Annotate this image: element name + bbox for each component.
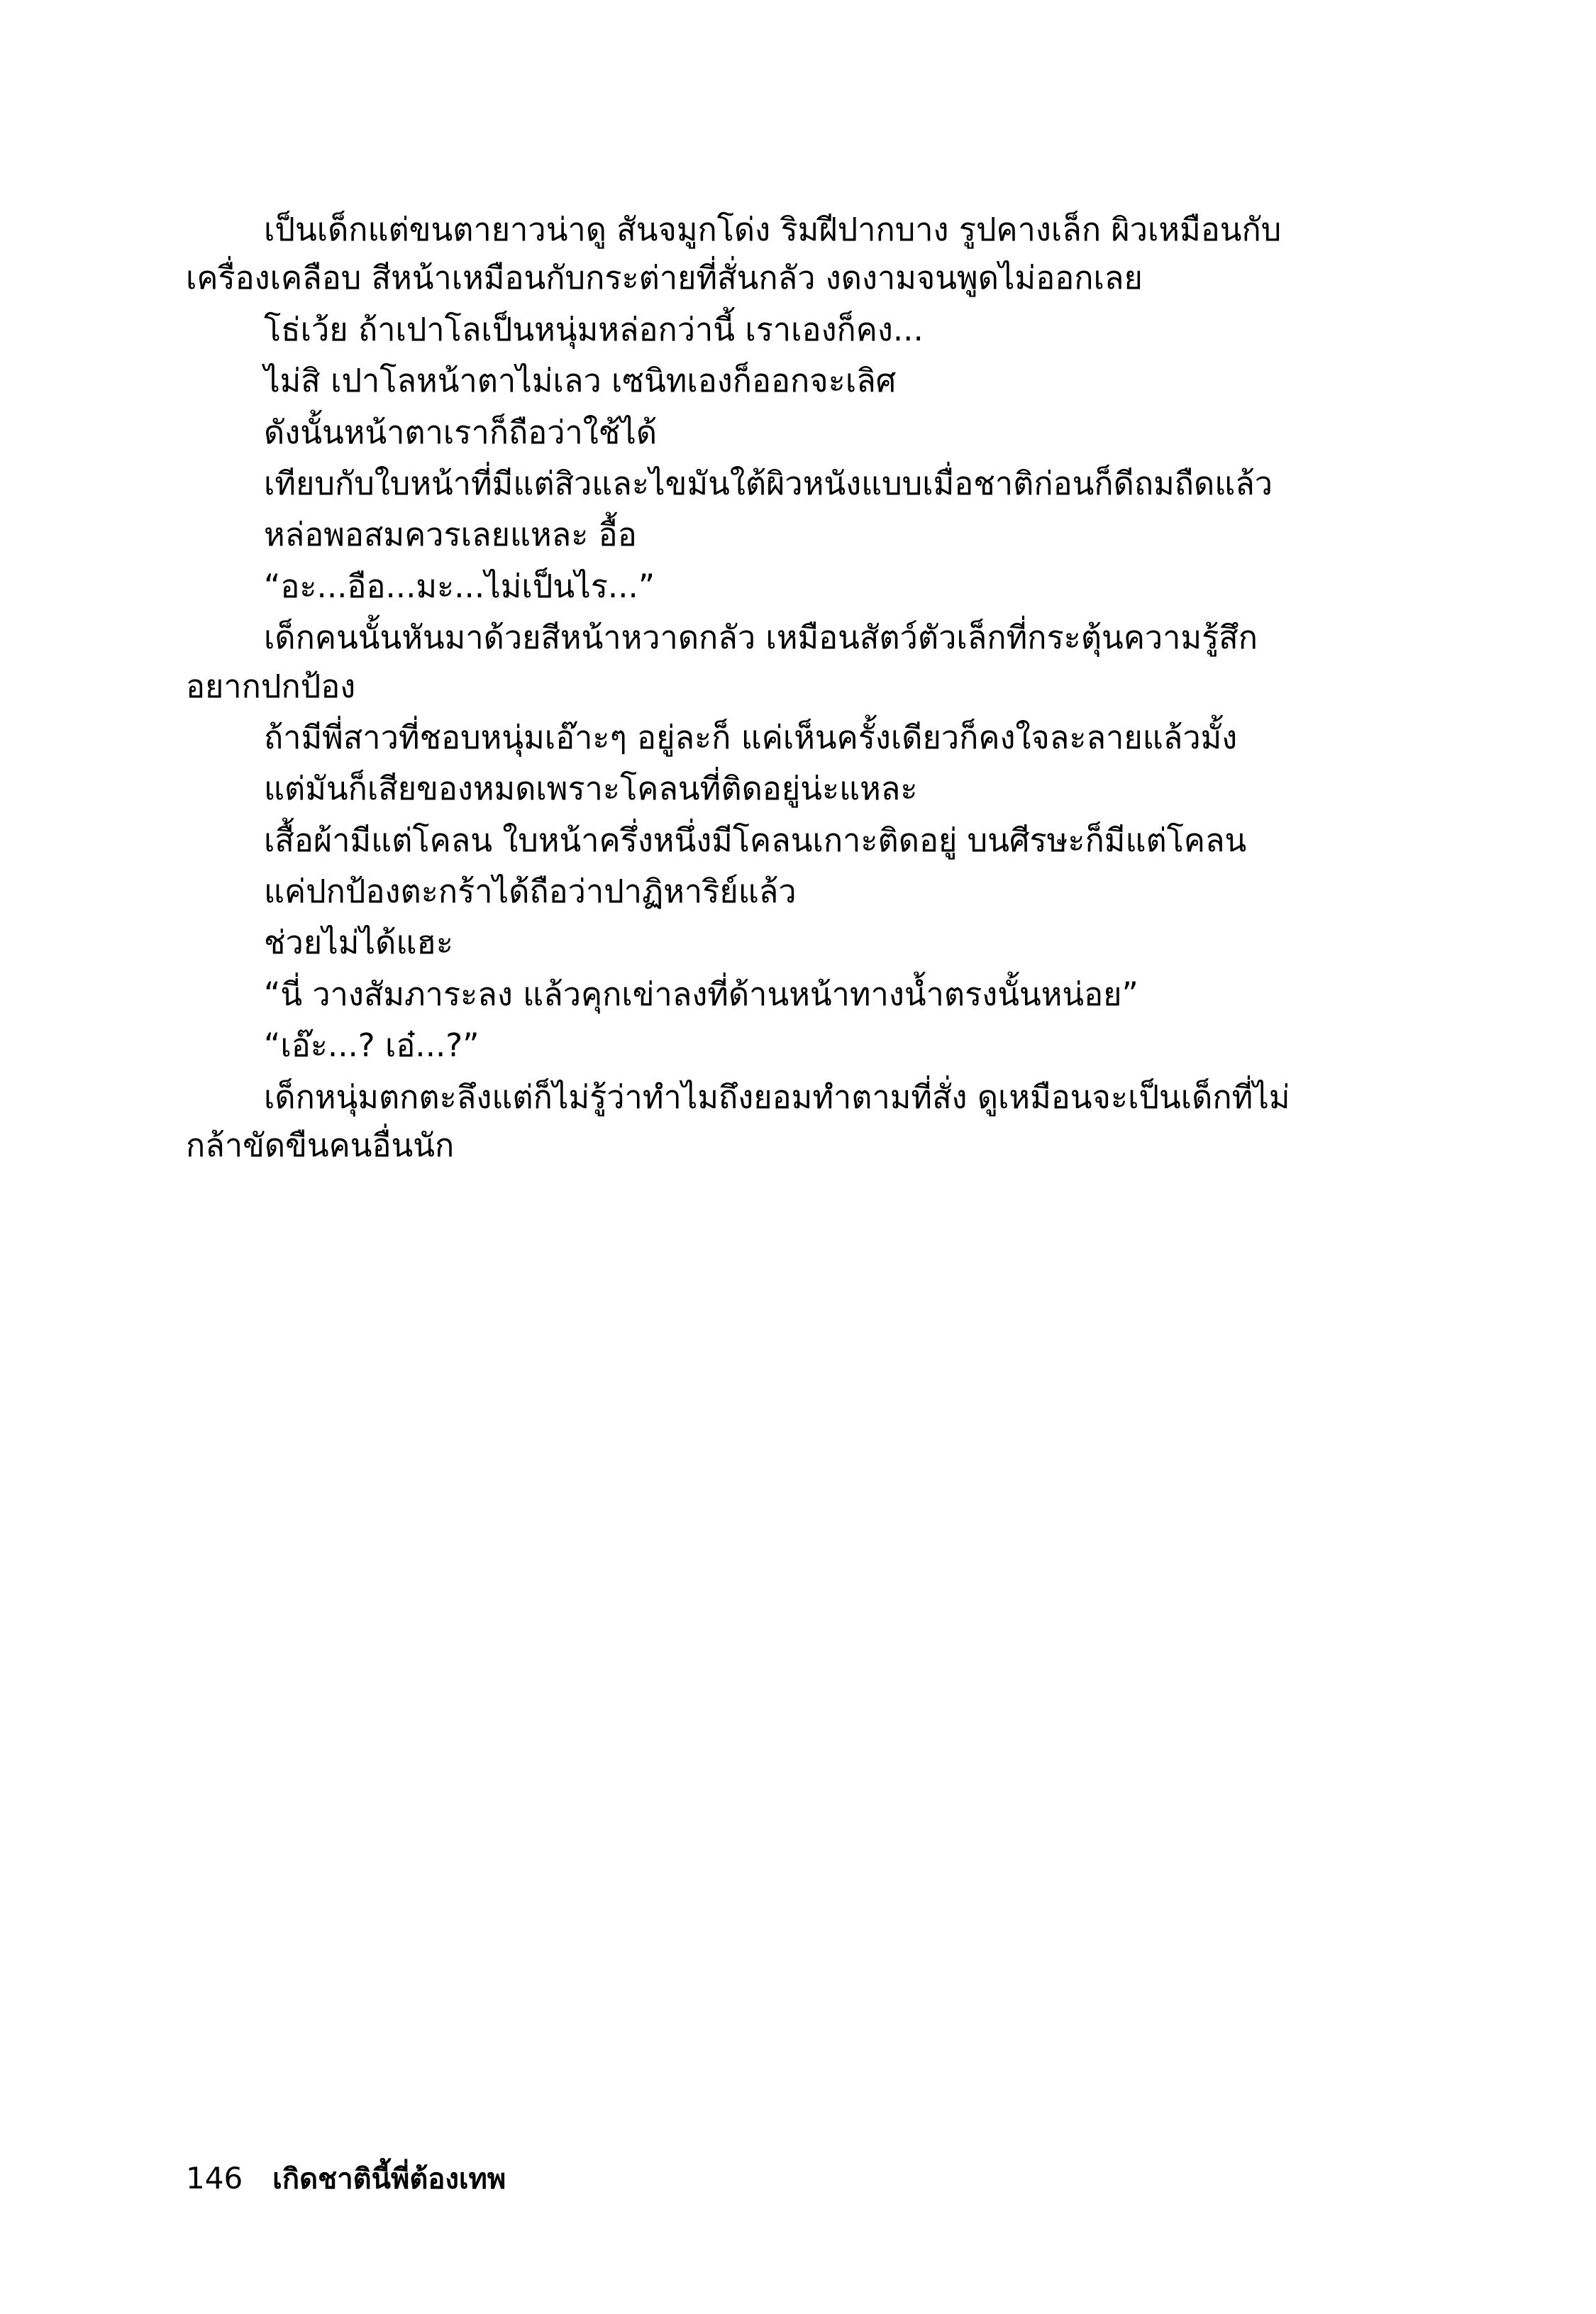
- paragraph: เด็กหนุ่มตกตะลึงแต่ก็ไม่รู้ว่าทำไมถึงยอมทำตามที่สั่ง ดูเหมือนจะเป็นเด็กที่ไม่กล้าขัดขืนคนอื่นนัก: [186, 1078, 1290, 1165]
- page-number: 146: [186, 2161, 243, 2196]
- paragraph: แต่มันก็เสียของหมดเพราะโคลนที่ติดอยู่น่ะแหละ: [264, 770, 918, 808]
- paragraph: แค่ปกป้องตะกร้าได้ถือว่าปาฏิหาริย์แล้ว: [264, 873, 797, 911]
- page-footer: [186, 2161, 506, 2196]
- paragraph: ไม่สิ เปาโลหน้าตาไม่เลว เซนิทเองก็ออกจะเลิศ: [264, 362, 897, 400]
- running-title: เกิดชาตินี้พี่ต้องเทพ: [272, 2163, 506, 2196]
- paragraph: ถ้ามีพี่สาวที่ชอบหนุ่มเอ๊าะๆ อยู่ละก็ แค่เห็นครั้งเดียวก็คงใจละลายแล้วมั้ง: [264, 718, 1238, 756]
- paragraph: เป็นเด็กแต่ขนตายาวน่าดู สันจมูกโด่ง ริมฝีปากบาง รูปคางเล็ก ผิวเหมือนกับเครื่องเคลือบ สีหน้าเหมือนกับกระต่ายที่สั่นกลัว งดงามจนพูดไม่ออกเลย: [186, 211, 1282, 297]
- paragraph: เด็กคนนั้นหันมาด้วยสีหน้าหวาดกลัว เหมือนสัตว์ตัวเล็กที่กระตุ้นความรู้สึกอยากปกป้อง: [186, 619, 1258, 705]
- paragraph: เทียบกับใบหน้าที่มีแต่สิวและไขมันใต้ผิวหนังแบบเมื่อชาติก่อนก็ดีถมถืดแล้ว: [264, 464, 1273, 502]
- body-text: [186, 206, 1321, 1173]
- paragraph: “อะ...อือ...มะ...ไม่เป็นไร...”: [264, 567, 655, 605]
- paragraph: โธ่เว้ย ถ้าเปาโลเป็นหนุ่มหล่อกว่านี้ เราเองก็คง...: [264, 310, 924, 348]
- paragraph: “เอ๊ะ...? เอ๋...?”: [264, 1026, 480, 1065]
- paragraph: เสื้อผ้ามีแต่โคลน ใบหน้าครึ่งหนึ่งมีโคลนเกาะติดอยู่ บนศีรษะก็มีแต่โคลน: [264, 821, 1247, 859]
- paragraph: ช่วยไม่ได้แฮะ: [264, 924, 453, 962]
- paragraph: ดังนั้นหน้าตาเราก็ถือว่าใช้ได้: [264, 413, 658, 451]
- paragraph: “นี่ วางสัมภาระลง แล้วคุกเข่าลงที่ด้านหน้าทางน้ำตรงนั้นหน่อย”: [264, 975, 1138, 1013]
- paragraph: หล่อพอสมควรเลยแหละ อื้อ: [264, 516, 637, 554]
